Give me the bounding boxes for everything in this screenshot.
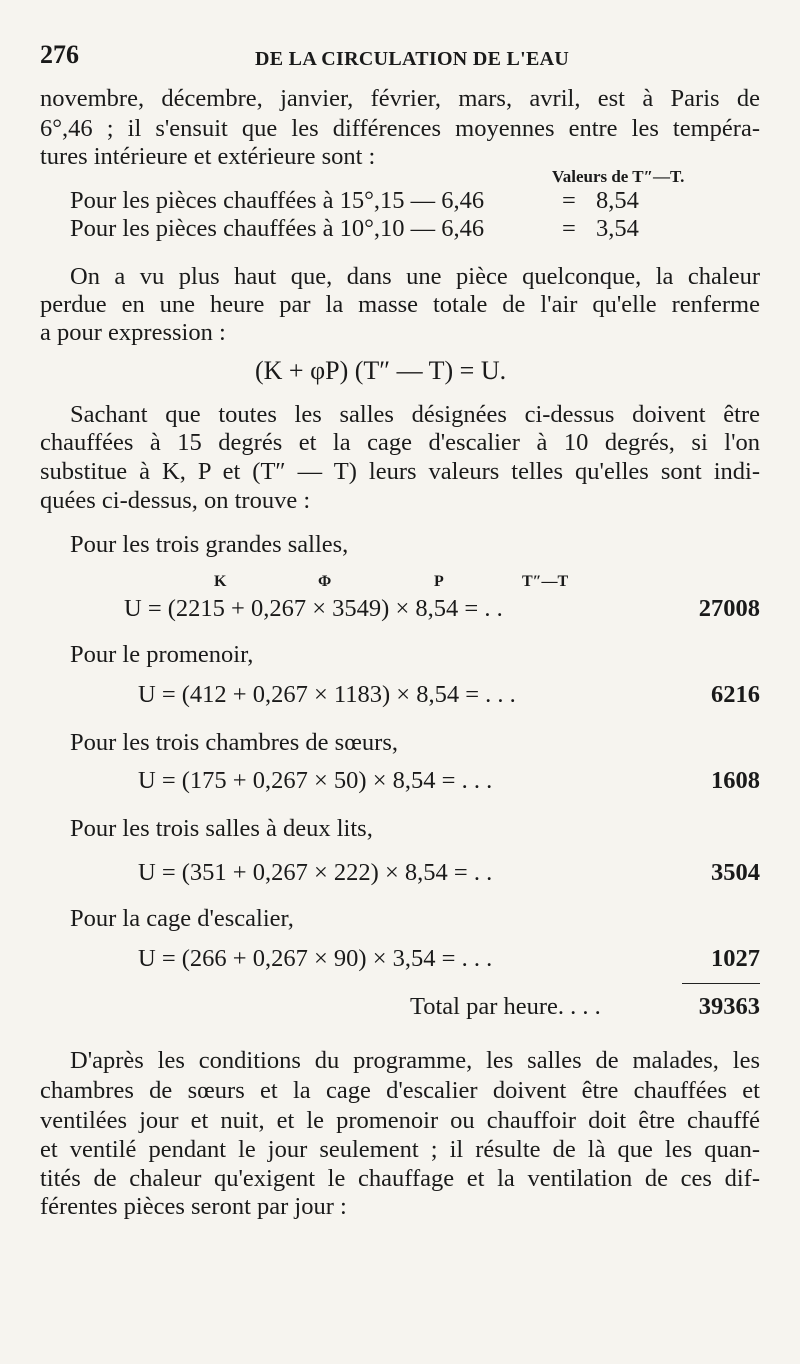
- calc-label: Pour la cage d'escalier,: [70, 905, 294, 932]
- column-head-k: K: [214, 573, 227, 590]
- calc-row: [138, 858, 760, 888]
- para3-line-1: Sachant que toutes les salles désignées ci-dessus doivent être: [70, 401, 760, 428]
- calc-row: [138, 944, 760, 974]
- difference-equals: =: [562, 187, 576, 214]
- difference-value: 8,54: [596, 187, 639, 214]
- para4-line-2: chambres de sœurs et la cage d'escalier doivent être chauffées et: [40, 1077, 760, 1104]
- para3-line-4: quées ci-dessus, on trouve :: [40, 487, 311, 514]
- heat-loss-formula: (K + φP) (T″ — T) = U.: [255, 356, 507, 385]
- intro-line-2: 6°,46 ; il s'ensuit que les différences moyennes entre les tempéra-: [40, 115, 760, 142]
- difference-value: 3,54: [596, 215, 639, 242]
- running-title: DE LA CIRCULATION DE L'EAU: [255, 48, 570, 70]
- difference-row: [70, 214, 760, 244]
- column-head-phi: Φ: [318, 573, 332, 590]
- values-column-label: Valeurs de T″—T.: [552, 167, 685, 186]
- page-header: [40, 40, 760, 74]
- difference-equals: =: [562, 215, 576, 242]
- calc-row: [138, 766, 760, 796]
- intro-line-1: novembre, décembre, janvier, février, mars, avril, est à Paris de: [40, 85, 760, 112]
- total-label: Total par heure. . . .: [410, 993, 601, 1020]
- para4-line-5: tités de chaleur qu'exigent le chauffage et la ventilation de ces dif-: [40, 1165, 760, 1192]
- para4-line-6: férentes pièces seront par jour :: [40, 1193, 347, 1220]
- calc-label: Pour les trois grandes salles,: [70, 531, 349, 558]
- para3-line-3: substitue à K, P et (T″ — T) leurs valeurs telles qu'elles sont indi-: [40, 458, 760, 485]
- calc-label: Pour les trois chambres de sœurs,: [70, 729, 398, 756]
- para2-line-1: On a vu plus haut que, dans une pièce quelconque, la chaleur: [70, 263, 760, 290]
- calc-formula: U = (175 + 0,267 × 50) × 8,54 = . . .: [138, 767, 493, 794]
- column-head-p: P: [434, 573, 444, 590]
- para4-line-1: D'après les conditions du programme, les salles de malades, les: [70, 1047, 760, 1074]
- difference-label: Pour les pièces chauffées à 10°,10 — 6,46: [70, 215, 485, 242]
- calc-result: 1608: [711, 767, 760, 794]
- calc-formula: U = (266 + 0,267 × 90) × 3,54 = . . .: [138, 945, 493, 972]
- para4-line-4: et ventilé pendant le jour seulement ; il résulte de là que les quan-: [40, 1136, 760, 1163]
- para3-line-2: chauffées à 15 degrés et la cage d'escalier à 10 degrés, si l'on: [40, 429, 760, 456]
- difference-row: [70, 186, 760, 216]
- calc-result: 27008: [698, 595, 760, 622]
- para4-line-3: ventilées jour et nuit, et le promenoir ou chauffoir doit être chauffé: [40, 1107, 760, 1134]
- calc-formula: U = (351 + 0,267 × 222) × 8,54 = . .: [138, 859, 493, 886]
- calc-label: Pour les trois salles à deux lits,: [70, 815, 373, 842]
- calc-row: [138, 680, 760, 710]
- intro-line-3: tures intérieure et extérieure sont :: [40, 143, 376, 170]
- difference-label: Pour les pièces chauffées à 15°,15 — 6,46: [70, 187, 485, 214]
- total-row: [410, 992, 760, 1022]
- column-head-t: T″—T: [522, 573, 569, 590]
- calc-result: 1027: [711, 945, 760, 972]
- calc-formula: U = (2215 + 0,267 × 3549) × 8,54 = . .: [124, 595, 503, 622]
- calc-formula: U = (412 + 0,267 × 1183) × 8,54 = . . .: [138, 681, 516, 708]
- calc-row: [124, 594, 760, 624]
- calc-result: 6216: [711, 681, 760, 708]
- total-value: 39363: [698, 993, 760, 1020]
- para2-line-2: perdue en une heure par la masse totale de l'air qu'elle renferme: [40, 291, 760, 318]
- page-number: 276: [40, 40, 79, 69]
- calc-result: 3504: [711, 859, 760, 886]
- para2-line-3: a pour expression :: [40, 319, 226, 346]
- total-rule: [682, 983, 760, 984]
- calc-label: Pour le promenoir,: [70, 641, 254, 668]
